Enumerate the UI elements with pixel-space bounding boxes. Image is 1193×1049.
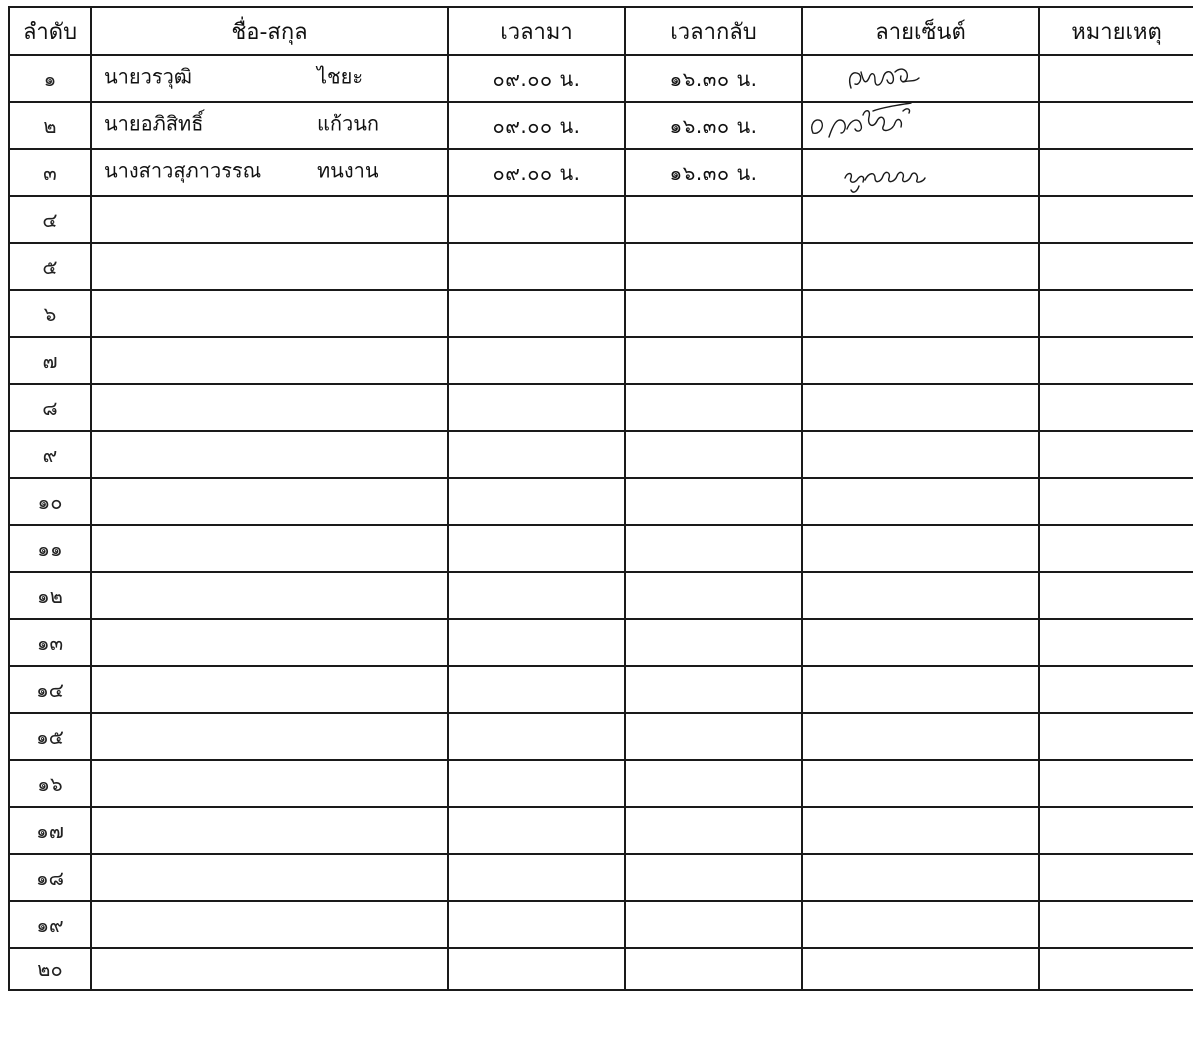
row-number: ๑๐ <box>9 478 91 525</box>
name-cell <box>91 337 448 384</box>
note-cell <box>1039 337 1193 384</box>
time-in-cell: ๐๙.๐๐ น. <box>448 102 625 149</box>
time-out-cell <box>625 290 802 337</box>
signature-cell <box>802 243 1039 290</box>
table-row <box>9 525 1193 572</box>
note-cell <box>1039 713 1193 760</box>
time-out-cell: ๑๖.๓๐ น. <box>625 55 802 102</box>
signature-cell <box>802 619 1039 666</box>
time-in-cell <box>448 854 625 901</box>
time-out-cell <box>625 666 802 713</box>
time-in-cell <box>448 666 625 713</box>
table-row <box>9 760 1193 807</box>
time-in-cell <box>448 760 625 807</box>
note-cell <box>1039 807 1193 854</box>
row-number: ๒๐ <box>9 948 91 990</box>
note-cell <box>1039 290 1193 337</box>
header-name: ชื่อ-สกุล <box>91 7 448 55</box>
signature-cell <box>802 713 1039 760</box>
row-number: ๔ <box>9 196 91 243</box>
time-out-cell <box>625 854 802 901</box>
time-in-cell <box>448 713 625 760</box>
signature-cell <box>802 525 1039 572</box>
name-cell <box>91 384 448 431</box>
time-out-cell <box>625 619 802 666</box>
row-number: ๑๒ <box>9 572 91 619</box>
time-out-cell <box>625 431 802 478</box>
table-row <box>9 102 1193 149</box>
name-cell <box>91 760 448 807</box>
first-name: นายอภิสิทธิ์ <box>104 110 204 135</box>
name-cell <box>91 666 448 713</box>
note-cell <box>1039 478 1193 525</box>
time-out-cell <box>625 384 802 431</box>
time-out-cell <box>625 337 802 384</box>
name-cell <box>91 572 448 619</box>
signature-cell <box>802 478 1039 525</box>
header-note: หมายเหตุ <box>1039 7 1193 55</box>
note-cell <box>1039 948 1193 990</box>
handwritten-signature <box>803 103 1039 149</box>
handwritten-signature <box>803 150 1039 196</box>
note-cell <box>1039 431 1193 478</box>
row-number: ๑๑ <box>9 525 91 572</box>
first-name: นายวรวุฒิ <box>104 63 192 88</box>
signature-cell <box>802 807 1039 854</box>
signature-cell <box>802 196 1039 243</box>
time-out-cell <box>625 525 802 572</box>
note-cell <box>1039 384 1193 431</box>
time-in-cell <box>448 196 625 243</box>
name-cell <box>91 854 448 901</box>
header-time-in: เวลามา <box>448 7 625 55</box>
row-number: ๘ <box>9 384 91 431</box>
signature-cell <box>802 948 1039 990</box>
signature-cell <box>802 666 1039 713</box>
row-number: ๒ <box>9 102 91 149</box>
name-cell <box>91 102 448 149</box>
time-in-cell <box>448 525 625 572</box>
time-in-cell <box>448 619 625 666</box>
signature-cell <box>802 55 1039 102</box>
time-in-cell <box>448 478 625 525</box>
note-cell <box>1039 619 1193 666</box>
time-in-cell <box>448 572 625 619</box>
time-out-cell: ๑๖.๓๐ น. <box>625 102 802 149</box>
table-row <box>9 337 1193 384</box>
last-name: ไชยะ <box>317 63 364 88</box>
row-number: ๓ <box>9 149 91 196</box>
table-row <box>9 431 1193 478</box>
name-cell <box>91 525 448 572</box>
time-out-cell: ๑๖.๓๐ น. <box>625 149 802 196</box>
header-no: ลำดับ <box>9 7 91 55</box>
time-out-cell <box>625 713 802 760</box>
table-row <box>9 290 1193 337</box>
row-number: ๗ <box>9 337 91 384</box>
row-number: ๑๘ <box>9 854 91 901</box>
note-cell <box>1039 196 1193 243</box>
attendance-table <box>8 6 1193 991</box>
row-number: ๑๔ <box>9 666 91 713</box>
time-out-cell <box>625 807 802 854</box>
header-signature: ลายเซ็นต์ <box>802 7 1039 55</box>
name-cell <box>91 713 448 760</box>
row-number: ๑๓ <box>9 619 91 666</box>
signature-cell <box>802 290 1039 337</box>
row-number: ๑๖ <box>9 760 91 807</box>
row-number: ๑๙ <box>9 901 91 948</box>
attendance-rows <box>9 55 1193 990</box>
row-number: ๑ <box>9 55 91 102</box>
table-row <box>9 196 1193 243</box>
row-number: ๙ <box>9 431 91 478</box>
note-cell <box>1039 666 1193 713</box>
name-cell <box>91 948 448 990</box>
note-cell <box>1039 854 1193 901</box>
name-cell <box>91 149 448 196</box>
time-in-cell <box>448 431 625 478</box>
time-in-cell: ๐๙.๐๐ น. <box>448 55 625 102</box>
note-cell <box>1039 525 1193 572</box>
table-row <box>9 666 1193 713</box>
row-number: ๖ <box>9 290 91 337</box>
note-cell <box>1039 243 1193 290</box>
header-time-out: เวลากลับ <box>625 7 802 55</box>
table-row <box>9 854 1193 901</box>
table-row <box>9 901 1193 948</box>
table-row <box>9 619 1193 666</box>
name-cell <box>91 196 448 243</box>
signature-cell <box>802 760 1039 807</box>
note-cell <box>1039 572 1193 619</box>
time-out-cell <box>625 760 802 807</box>
time-in-cell <box>448 290 625 337</box>
row-number: ๑๕ <box>9 713 91 760</box>
handwritten-signature <box>803 56 1039 102</box>
signature-cell <box>802 901 1039 948</box>
table-row <box>9 55 1193 102</box>
table-row <box>9 478 1193 525</box>
signature-cell <box>802 337 1039 384</box>
time-in-cell <box>448 337 625 384</box>
first-name: นางสาวสุภาวรรณ <box>104 157 262 182</box>
time-out-cell <box>625 196 802 243</box>
table-row <box>9 948 1193 990</box>
table-row <box>9 243 1193 290</box>
time-out-cell <box>625 478 802 525</box>
row-number: ๑๗ <box>9 807 91 854</box>
table-row <box>9 713 1193 760</box>
note-cell <box>1039 901 1193 948</box>
signature-cell <box>802 431 1039 478</box>
time-in-cell <box>448 243 625 290</box>
time-in-cell: ๐๙.๐๐ น. <box>448 149 625 196</box>
row-number: ๕ <box>9 243 91 290</box>
table-row <box>9 384 1193 431</box>
time-out-cell <box>625 948 802 990</box>
table-row <box>9 807 1193 854</box>
last-name: แก้วนก <box>317 110 380 135</box>
signature-cell <box>802 572 1039 619</box>
time-in-cell <box>448 384 625 431</box>
time-in-cell <box>448 807 625 854</box>
note-cell <box>1039 760 1193 807</box>
time-out-cell <box>625 901 802 948</box>
last-name: ทนงาน <box>317 157 379 182</box>
time-out-cell <box>625 572 802 619</box>
time-in-cell <box>448 901 625 948</box>
note-cell <box>1039 149 1193 196</box>
note-cell <box>1039 55 1193 102</box>
name-cell <box>91 807 448 854</box>
name-cell <box>91 290 448 337</box>
signature-cell <box>802 149 1039 196</box>
name-cell <box>91 431 448 478</box>
signature-cell <box>802 384 1039 431</box>
table-row <box>9 149 1193 196</box>
table-row <box>9 572 1193 619</box>
name-cell <box>91 55 448 102</box>
note-cell <box>1039 102 1193 149</box>
name-cell <box>91 243 448 290</box>
name-cell <box>91 619 448 666</box>
name-cell <box>91 478 448 525</box>
time-in-cell <box>448 948 625 990</box>
name-cell <box>91 901 448 948</box>
header-row <box>9 7 1193 55</box>
signature-cell <box>802 102 1039 149</box>
signature-cell <box>802 854 1039 901</box>
time-out-cell <box>625 243 802 290</box>
